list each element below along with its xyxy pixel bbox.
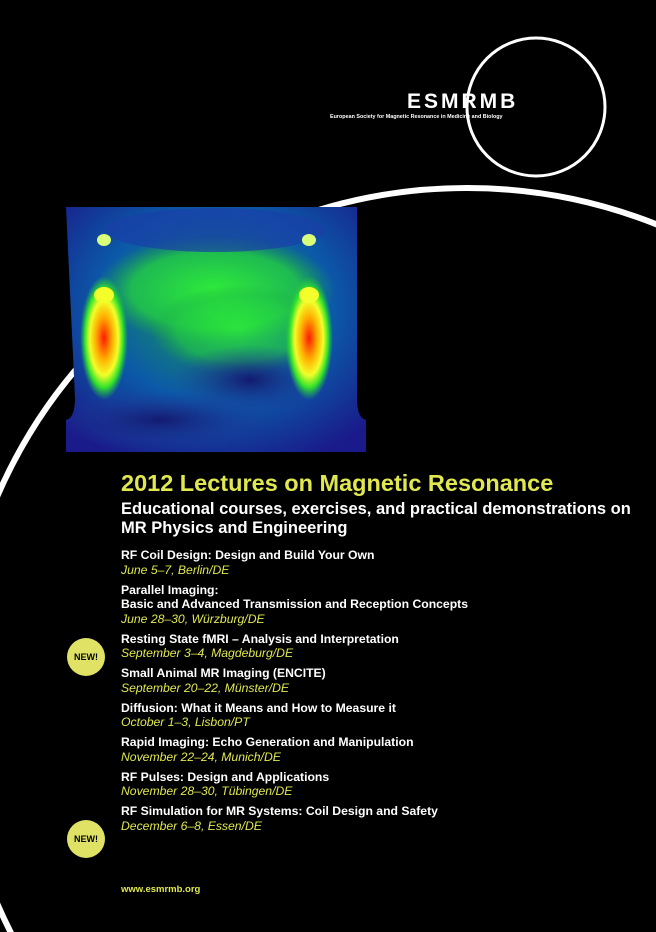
course-date: October 1–3, Lisbon/PT bbox=[121, 715, 250, 729]
course-title: RF Simulation for MR Systems: Coil Design and Safety bbox=[121, 804, 438, 818]
logo-subtitle: European Society for Magnetic Resonance in Medicine and Biology bbox=[330, 114, 503, 120]
course-item bbox=[121, 804, 641, 834]
course-date: November 28–30, Tübingen/DE bbox=[121, 784, 293, 798]
course-item bbox=[121, 770, 641, 800]
course-date: June 5–7, Berlin/DE bbox=[121, 562, 230, 577]
course-title: Small Animal MR Imaging (ENCITE) bbox=[121, 666, 326, 680]
course-date: June 28–30, Würzburg/DE bbox=[121, 611, 265, 626]
course-title: Resting State fMRI – Analysis and Interpretation bbox=[121, 631, 399, 646]
website-link[interactable]: www.esmrmb.org bbox=[121, 884, 201, 895]
course-item bbox=[121, 548, 641, 578]
course-title: Diffusion: What it Means and How to Measure it bbox=[121, 700, 396, 715]
new-badge: NEW! bbox=[67, 638, 105, 676]
course-date: September 20–22, Münster/DE bbox=[121, 680, 290, 695]
course-title: RF Pulses: Design and Applications bbox=[121, 769, 330, 784]
page-subtitle: Educational courses, exercises, and practical demonstrations on MR Physics and Engineering bbox=[121, 500, 631, 537]
course-item bbox=[121, 666, 641, 696]
course-title: RF Coil Design: Design and Build Your Own bbox=[121, 548, 375, 562]
course-item bbox=[121, 735, 641, 765]
course-item bbox=[121, 583, 641, 627]
course-item bbox=[121, 701, 641, 731]
course-title-line2: Basic and Advanced Transmission and Reception Concepts bbox=[121, 597, 468, 611]
course-date: September 3–4, Magdeburg/DE bbox=[121, 646, 294, 660]
course-title: Parallel Imaging: bbox=[121, 582, 219, 597]
field-simulation-image bbox=[50, 207, 366, 452]
logo-title: ESMRMB bbox=[407, 90, 519, 113]
course-date: November 22–24, Munich/DE bbox=[121, 749, 281, 764]
course-title: Rapid Imaging: Echo Generation and Manipulation bbox=[121, 735, 414, 749]
course-list bbox=[121, 548, 641, 839]
course-item bbox=[121, 632, 641, 662]
page-title: 2012 Lectures on Magnetic Resonance bbox=[121, 470, 554, 496]
new-badge: NEW! bbox=[67, 820, 105, 858]
course-date: December 6–8, Essen/DE bbox=[121, 818, 262, 833]
